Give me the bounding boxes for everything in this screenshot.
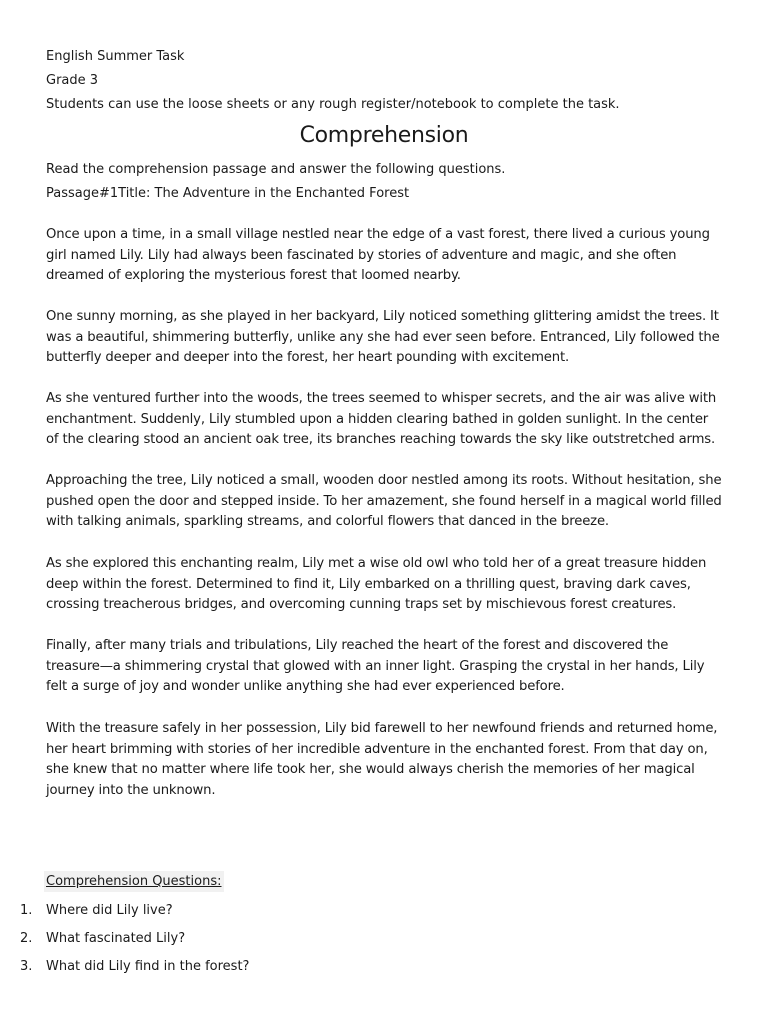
passage-paragraph: Approaching the tree, Lily noticed a small, wooden door nestled among its roots. Without hesitation, she pushed open the door and stepped inside. To her amazement, she found herself in a magical world filled with talking animals, sparkling streams, and colorful flowers that danced in the breeze.: [46, 473, 722, 530]
question-number: 1.: [20, 903, 33, 918]
grade-line: Grade 3: [46, 73, 99, 88]
question-text: Where did Lily live?: [46, 903, 173, 918]
questions-heading: Comprehension Questions:: [44, 871, 224, 892]
question-text: What did Lily find in the forest?: [46, 959, 250, 974]
passage-title: Passage#1Title: The Adventure in the Enchanted Forest: [46, 186, 410, 201]
page-title: Comprehension: [299, 123, 469, 148]
instructions-line: Students can use the loose sheets or any rough register/notebook to complete the task.: [46, 97, 620, 112]
question-text: What fascinated Lily?: [46, 931, 186, 946]
passage-paragraph: As she ventured further into the woods, the trees seemed to whisper secrets, and the air was alive with enchantment. Suddenly, Lily stumbled upon a hidden clearing bathed in golden sunlight. In the center of the clearing stood an ancient oak tree, its branches reaching towards the sky like outstretched arms.: [46, 391, 717, 448]
question-number: 3.: [20, 959, 33, 974]
passage-paragraph: As she explored this enchanting realm, Lily met a wise old owl who told her of a great treasure hidden deep within the forest. Determined to find it, Lily embarked on a thrilling quest, braving dark caves, crossing treacherous bridges, and overcoming cunning traps set by mischievous forest creatures.: [46, 556, 707, 613]
passage-paragraph: One sunny morning, as she played in her backyard, Lily noticed something glittering amidst the trees. It was a beautiful, shimmering butterfly, unlike any she had ever seen before. Entranced, Lily followed the butterfly deeper and deeper into the forest, her heart pounding with excitement.: [46, 309, 720, 366]
reading-instruction: Read the comprehension passage and answer the following questions.: [46, 162, 506, 177]
passage-paragraph: Finally, after many trials and tribulations, Lily reached the heart of the forest and discovered the treasure—a shimmering crystal that glowed with an inner light. Grasping the crystal in her hands, Lily felt a surge of joy and wonder unlike anything she had ever experienced before.: [46, 638, 705, 695]
subject-line: English Summer Task: [46, 49, 185, 64]
question-number: 2.: [20, 931, 33, 946]
passage-paragraph: With the treasure safely in her possession, Lily bid farewell to her newfound friends and returned home, her heart brimming with stories of her incredible adventure in the enchanted forest. From that day on, she knew that no matter where life took her, she would always cherish the memories of her magical journey into the unknown.: [46, 721, 718, 799]
passage-paragraph: Once upon a time, in a small village nestled near the edge of a vast forest, there lived a curious young girl named Lily. Lily had always been fascinated by stories of adventure and magic, and she often dreamed of exploring the mysterious forest that loomed nearby.: [46, 227, 710, 284]
